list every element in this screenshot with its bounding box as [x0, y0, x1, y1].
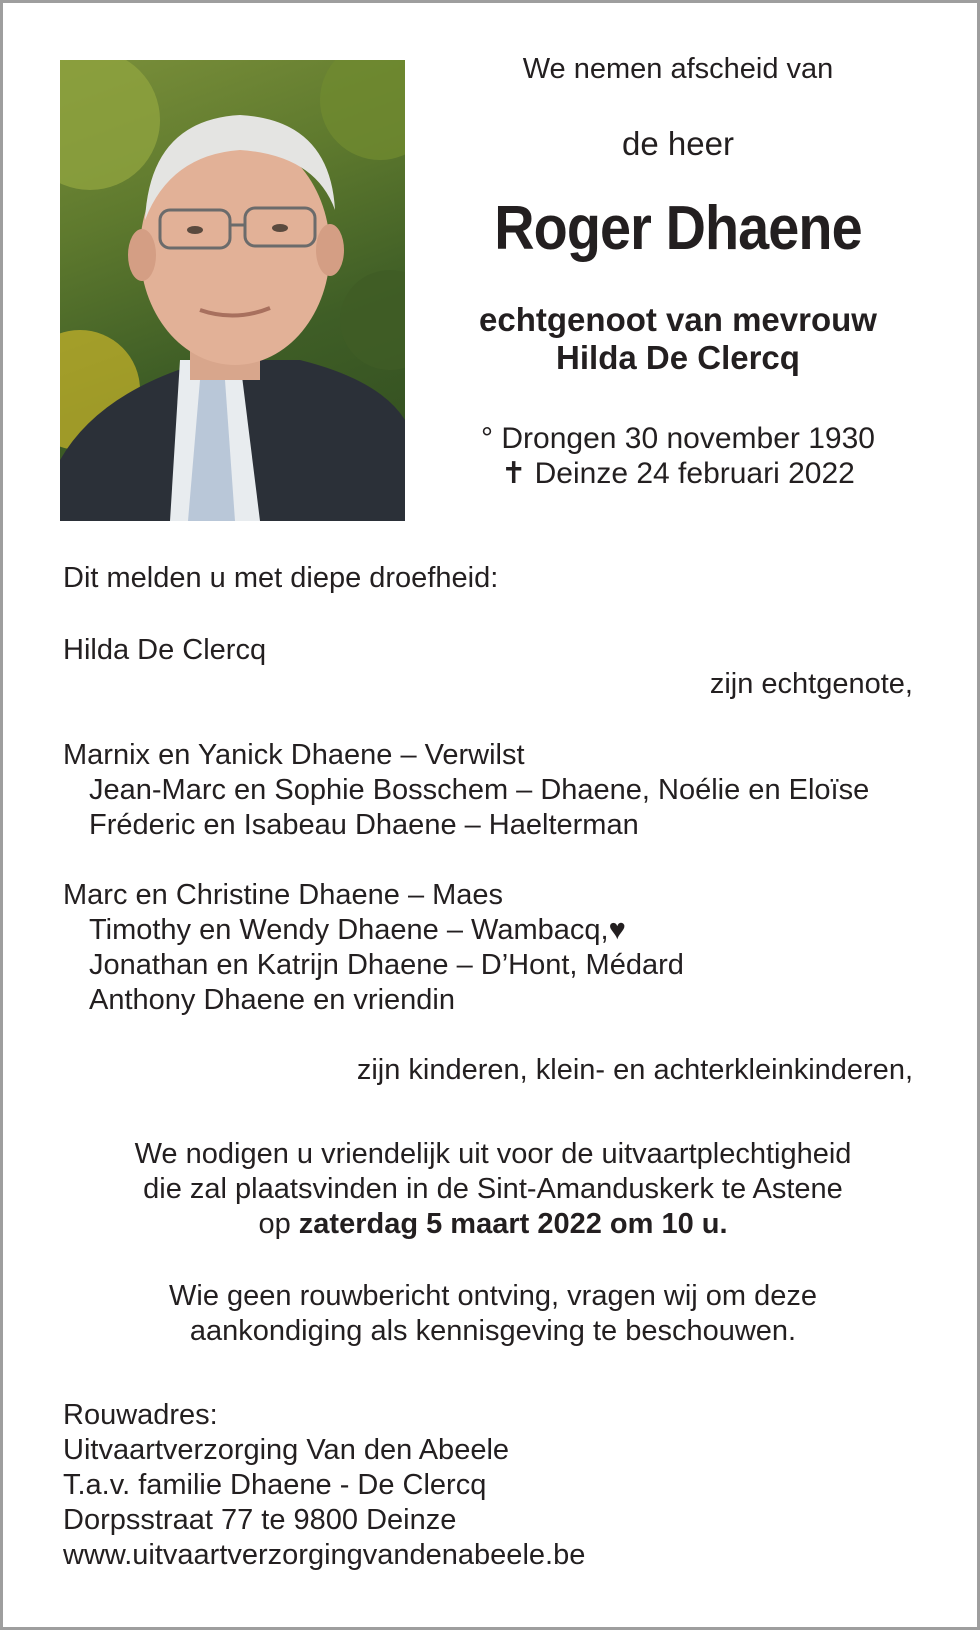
portrait-illustration	[60, 60, 405, 521]
invitation-prefix: op	[258, 1208, 299, 1240]
spouse-name: Hilda De Clercq	[63, 634, 267, 666]
family-line: Jonathan en Katrijn Dhaene – D’Hont, Médard	[89, 949, 684, 981]
funeral-date: zaterdag 5 maart 2022 om 10 u.	[298, 1208, 728, 1240]
family-relation: zijn kinderen, klein- en achterkleinkinderen,	[356, 1054, 913, 1086]
family-line: Fréderic en Isabeau Dhaene – Haelterman	[89, 809, 639, 841]
intro-line: We nemen afscheid van	[522, 53, 834, 85]
website-link[interactable]: www.uitvaartverzorgingvandenabeele.be	[63, 1539, 586, 1571]
invitation-line-2: die zal plaatsvinden in de Sint-Amanduskerk te Astene	[143, 1173, 843, 1205]
life-dates	[433, 421, 923, 491]
notice-line-2: aankondiging als kennisgeving te beschouwen.	[189, 1315, 797, 1347]
address-line: Dorpsstraat 77 te 9800 Deinze	[63, 1504, 457, 1536]
spouse-heading	[433, 301, 923, 377]
address-line: T.a.v. familie Dhaene - De Clercq	[63, 1469, 487, 1501]
family-line: Marnix en Yanick Dhaene – Verwilst	[63, 739, 525, 771]
family-line: Marc en Christine Dhaene – Maes	[63, 879, 504, 911]
honorific: de heer	[622, 125, 734, 162]
spouse-relation: zijn echtgenote,	[709, 668, 913, 700]
deceased-name: Roger Dhaene	[494, 194, 862, 263]
address-label: Rouwadres:	[63, 1399, 218, 1431]
family-line: Anthony Dhaene en vriendin	[89, 984, 455, 1016]
invitation-line-1: We nodigen u vriendelijk uit voor de uitvaartplechtigheid	[134, 1138, 852, 1170]
invitation	[63, 1137, 923, 1242]
notice	[63, 1279, 923, 1349]
death-date: ✝ Deinze 24 februari 2022	[501, 457, 855, 490]
birth-date: ° Drongen 30 november 1930	[481, 422, 875, 455]
invitation-line-3	[63, 1207, 923, 1242]
portrait-photo	[60, 60, 405, 521]
family-line: Timothy en Wendy Dhaene – Wambacq,♥	[89, 914, 626, 946]
spouse-line-1: echtgenoot van mevrouw	[479, 301, 877, 338]
announcement: Dit melden u met diepe droefheid:	[63, 562, 499, 594]
address-line: Uitvaartverzorging Van den Abeele	[63, 1434, 510, 1466]
family-line: Jean-Marc en Sophie Bosschem – Dhaene, Noélie en Eloïse	[89, 774, 870, 806]
notice-line-1: Wie geen rouwbericht ontving, vragen wij om deze	[169, 1280, 817, 1312]
spouse-line-2: Hilda De Clercq	[556, 339, 800, 376]
